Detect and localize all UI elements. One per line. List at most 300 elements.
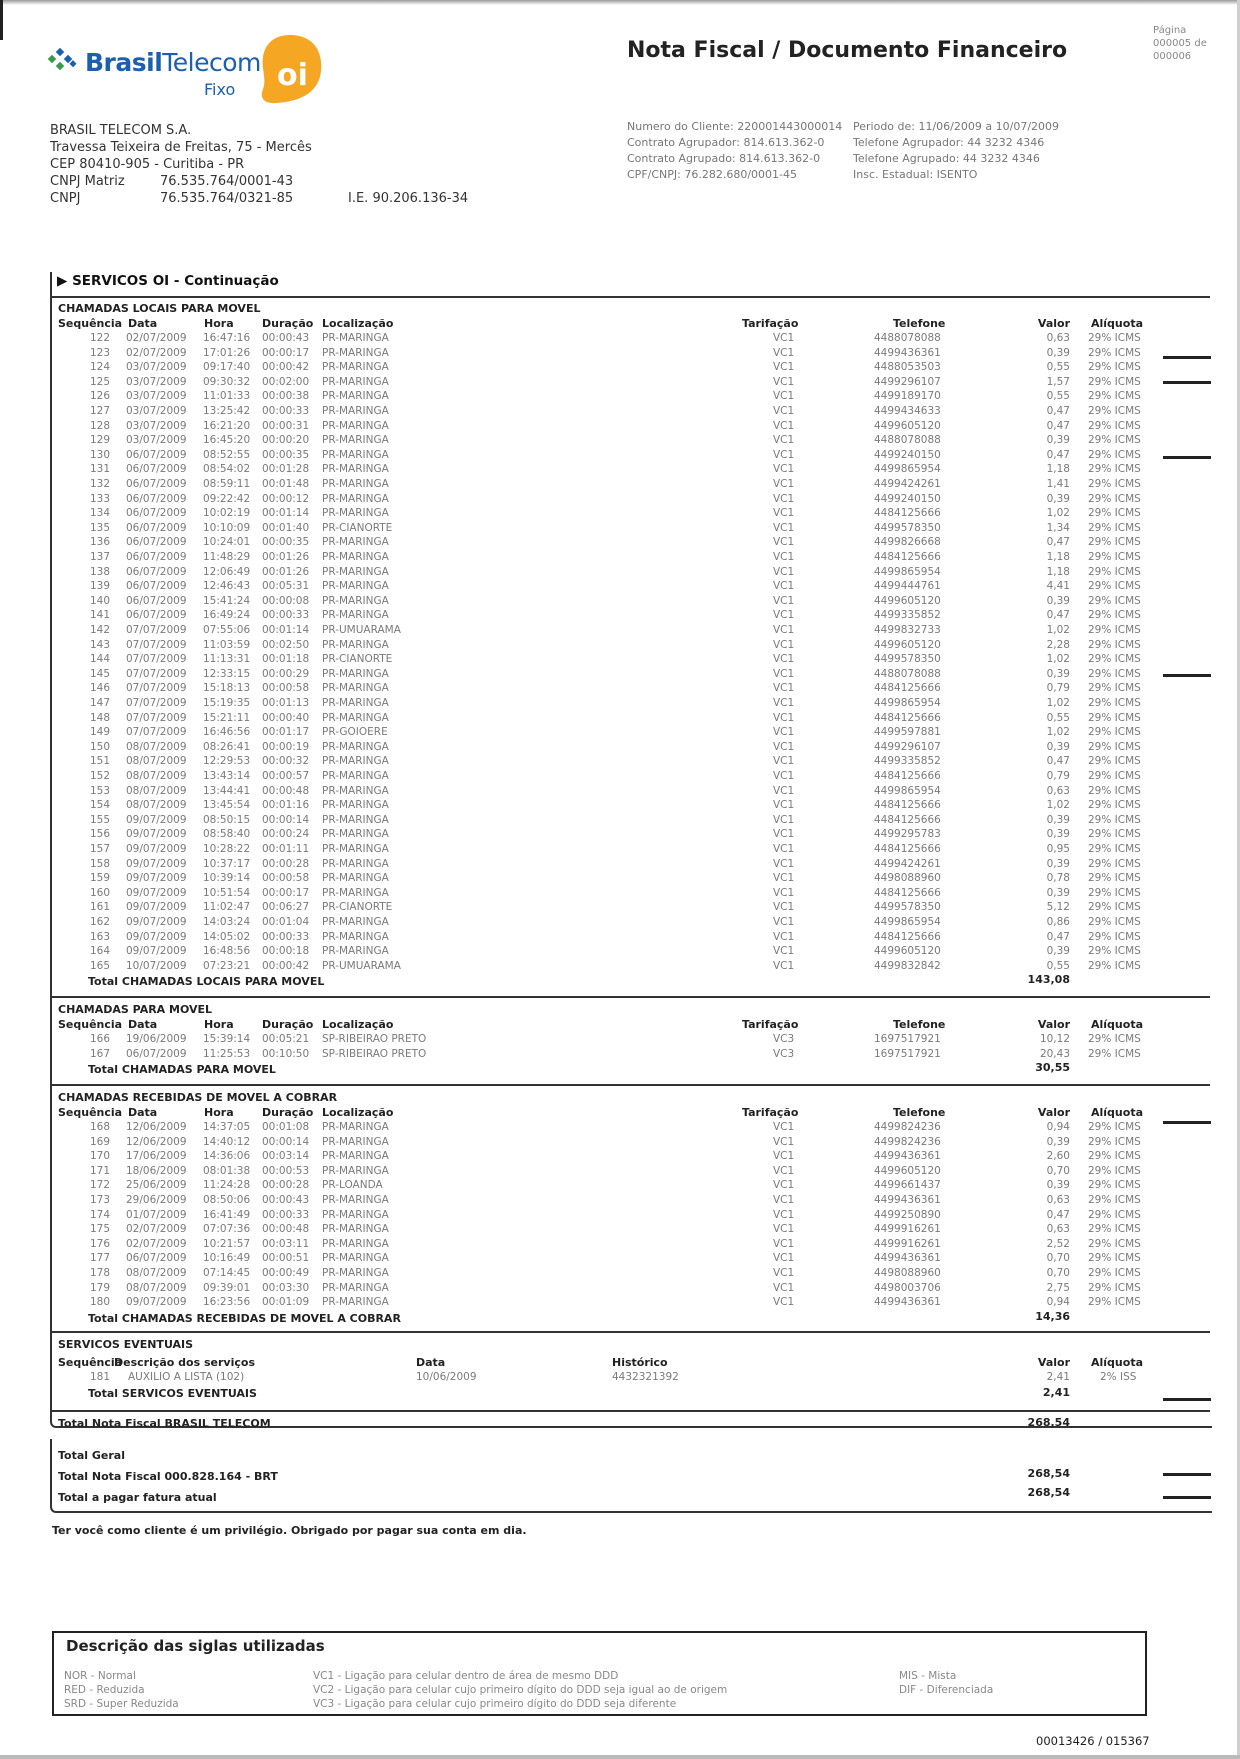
client-info-right [853,119,1059,183]
cell-localizacao: PR-MARINGA [322,463,389,476]
cell-localizacao: PR-MARINGA [322,1208,389,1221]
cell-seq: 178 [89,1267,110,1279]
company-info [50,122,469,207]
col-header-valor: Valor [1037,317,1070,330]
col-header-telefone: Telefone [893,1106,946,1119]
cell-valor: 1,18 [1046,551,1070,563]
cell-data: 06/07/2009 [126,551,187,563]
cell-aliquota: 29% ICMS [1088,1121,1141,1133]
cell-valor: 0,47 [1046,448,1070,461]
cell-telefone: 4499824236 [874,1121,941,1133]
cell-hora: 16:45:20 [203,434,251,447]
cell-tarifacao: VC1 [773,916,795,928]
page-current: 000005 de [1153,38,1207,49]
cell-tarifacao: VC1 [773,463,795,476]
cell-aliquota: 29% ICMS [1088,1281,1141,1294]
cell-hora: 10:39:14 [203,872,251,885]
cell-seq: 177 [89,1252,110,1265]
cell-duracao: 00:00:14 [262,813,310,826]
cell-seq: 146 [89,682,110,695]
cell-aliquota: 29% ICMS [1088,536,1141,549]
cell-aliquota: 29% ICMS [1088,799,1141,812]
table-row [0,960,1240,975]
cell-aliquota: 29% ICMS [1088,1208,1141,1221]
cell-localizacao: PR-MARINGA [322,594,389,607]
cell-valor: 0,86 [1046,916,1070,928]
cell-localizacao: PR-MARINGA [322,332,389,344]
cell-telefone: 4499335852 [874,755,941,768]
cell-tarifacao: VC1 [773,711,795,724]
cell-seq: 175 [89,1223,110,1236]
cell-telefone: 4499434633 [874,405,941,417]
cell-data: 09/07/2009 [126,901,187,914]
cell-tarifacao: VC1 [773,813,795,826]
scan-margin-mark [1163,1473,1211,1476]
client-number: Numero do Cliente: 220001443000014 [627,120,843,133]
table-row [0,668,1240,683]
cell-hora: 10:10:09 [203,521,251,534]
table-row [0,741,1240,756]
cell-aliquota: 29% ICMS [1088,463,1141,476]
cell-telefone: 4499605120 [874,638,941,651]
cell-hora: 08:50:15 [203,813,251,826]
table-row [0,653,1240,668]
cell-tarifacao: VC1 [773,1135,795,1148]
cell-telefone: 4488078088 [874,434,941,447]
cell-localizacao: PR-MARINGA [322,346,389,359]
cell-seq: 155 [89,813,110,826]
table-row [0,536,1240,551]
cell-valor: 2,75 [1046,1281,1070,1294]
cell-historico: 4432321392 [612,1371,679,1383]
cell-valor: 2,41 [1046,1371,1070,1383]
cell-aliquota: 29% ICMS [1088,419,1141,432]
cell-hora: 08:26:41 [203,740,251,753]
legend-item: MIS - Mista [899,1670,957,1682]
cell-localizacao: PR-MARINGA [322,551,389,563]
cell-localizacao: PR-MARINGA [322,697,389,709]
cell-tarifacao: VC1 [773,346,795,359]
cell-valor: 0,55 [1046,390,1070,403]
cell-valor: 1,41 [1046,478,1070,490]
legend-item: VC1 - Ligação para celular dentro de área de mesmo DDD [313,1670,619,1682]
col-header-data: Data [128,317,158,330]
cell-seq: 137 [89,551,110,563]
cell-telefone: 4499296107 [874,375,941,388]
cell-tarifacao: VC1 [773,857,795,870]
cell-seq: 176 [89,1237,110,1250]
total-nota-fiscal-label: Total Nota Fiscal BRASIL TELECOM [58,1417,271,1430]
cell-aliquota: 29% ICMS [1088,916,1141,928]
table-row [0,420,1240,435]
cell-valor: 4,41 [1046,580,1070,593]
client-cpf-cnpj: CPF/CNPJ: 76.282.680/0001-45 [627,168,797,181]
cell-aliquota: 29% ICMS [1088,1047,1141,1060]
table-row [0,712,1240,727]
cell-hora: 11:24:28 [203,1179,251,1192]
cell-aliquota: 29% ICMS [1088,580,1141,593]
cell-data: 08/07/2009 [126,740,187,753]
cell-aliquota: 29% ICMS [1088,697,1141,709]
table-row [0,887,1240,902]
cell-duracao: 00:01:04 [262,916,310,928]
cell-seq: 136 [89,536,110,549]
cell-data: 12/06/2009 [126,1135,187,1148]
table-row [0,901,1240,916]
cell-seq: 159 [89,872,110,885]
cell-seq: 131 [89,463,110,476]
brand-subtitle: Fixo [204,80,236,99]
cell-valor: 1,02 [1046,507,1070,520]
cell-seq: 160 [89,886,110,899]
cell-aliquota: 29% ICMS [1088,478,1141,490]
cell-hora: 09:17:40 [203,361,251,374]
cell-localizacao: PR-MARINGA [322,711,389,724]
cell-tarifacao: VC1 [773,959,795,972]
cell-telefone: 4499865954 [874,784,941,797]
cell-localizacao: PR-MARINGA [322,857,389,870]
cell-duracao: 00:00:48 [262,784,310,797]
cell-seq: 157 [89,843,110,855]
cell-localizacao: PR-MARINGA [322,361,389,374]
cell-duracao: 00:01:17 [262,726,310,739]
cell-tarifacao: VC1 [773,448,795,461]
cell-valor: 0,47 [1046,405,1070,417]
table-row [0,858,1240,873]
cell-telefone: 4499189170 [874,390,941,403]
cell-valor: 0,39 [1046,1179,1070,1192]
table-row [0,697,1240,712]
cell-telefone: 4488078088 [874,667,941,680]
total-eventuais-value: 2,41 [1042,1386,1070,1399]
cell-aliquota: 29% ICMS [1088,332,1141,344]
cell-hora: 08:59:11 [203,478,251,490]
cell-telefone: 4499436361 [874,1150,941,1163]
cell-duracao: 00:00:08 [262,594,310,607]
cell-aliquota: 29% ICMS [1088,1135,1141,1148]
total-geral-label: Total Geral [58,1449,125,1462]
cell-tarifacao: VC1 [773,1237,795,1250]
cell-hora: 08:54:02 [203,463,251,476]
cell-tarifacao: VC1 [773,419,795,432]
cell-duracao: 00:00:28 [262,857,310,870]
cell-tarifacao: VC1 [773,624,795,636]
cell-tarifacao: VC1 [773,901,795,914]
cell-seq: 135 [89,521,110,534]
cell-hora: 07:14:45 [203,1267,251,1279]
cell-hora: 09:39:01 [203,1281,251,1294]
cell-tarifacao: VC1 [773,1267,795,1279]
cell-localizacao: PR-MARINGA [322,565,389,578]
cell-data: 17/06/2009 [126,1150,187,1163]
col-header-tarifacao: Tarifação [742,1106,799,1119]
table-row [0,1033,1240,1048]
cell-seq: 133 [89,492,110,505]
cell-telefone: 4499335852 [874,609,941,622]
cell-valor: 0,94 [1046,1296,1070,1309]
cell-valor: 0,79 [1046,682,1070,695]
cell-aliquota: 29% ICMS [1088,1164,1141,1177]
table-row [0,624,1240,639]
cell-duracao: 00:01:14 [262,507,310,520]
cell-aliquota: 29% ICMS [1088,375,1141,388]
company-address: Travessa Teixeira de Freitas, 75 - Mercês [50,140,312,155]
col-header-tarifacao: Tarifação [742,317,799,330]
cell-telefone: 1697517921 [874,1033,941,1045]
cell-telefone: 4498003706 [874,1281,941,1294]
legend-item: SRD - Super Reduzida [64,1698,179,1710]
table-row [0,1296,1240,1311]
cell-valor: 0,39 [1046,813,1070,826]
table-row [0,1179,1240,1194]
cell-localizacao: PR-MARINGA [322,536,389,549]
cell-hora: 12:46:43 [203,580,251,593]
col-header-seq: Sequência [58,1106,123,1119]
cell-data: 06/07/2009 [126,594,187,607]
cell-seq: 149 [89,726,110,739]
cell-telefone: 4484125666 [874,711,941,724]
cell-hora: 15:39:14 [203,1033,251,1045]
cell-hora: 11:13:31 [203,653,251,666]
cell-data: 07/07/2009 [126,667,187,680]
total-a-pagar-label: Total a pagar fatura atual [58,1491,217,1504]
cell-data: 10/07/2009 [126,959,187,972]
cell-localizacao: PR-MARINGA [322,813,389,826]
cell-aliquota: 29% ICMS [1088,609,1141,622]
cell-tarifacao: VC1 [773,551,795,563]
cell-aliquota: 29% ICMS [1088,594,1141,607]
cell-localizacao: PR-CIANORTE [322,653,393,666]
thank-you-message: Ter você como cliente é um privilégio. Obrigado por pagar sua conta em dia. [52,1524,527,1537]
cell-valor: 2,28 [1046,638,1070,651]
cell-data: 07/07/2009 [126,638,187,651]
cell-tarifacao: VC1 [773,507,795,520]
cell-duracao: 00:00:12 [262,492,310,505]
cell-hora: 10:37:17 [203,857,251,870]
cell-duracao: 00:06:27 [262,901,310,914]
cell-data: 03/07/2009 [126,375,187,388]
cell-tarifacao: VC1 [773,405,795,417]
cell-aliquota: 29% ICMS [1088,346,1141,359]
table-row [0,1238,1240,1253]
cell-hora: 16:49:24 [203,609,251,622]
table-row [0,332,1240,347]
telefone-agrupado: Telefone Agrupado: 44 3232 4346 [853,152,1040,165]
siglas-legend [52,1631,1147,1716]
cell-data: 06/07/2009 [126,478,187,490]
cell-localizacao: PR-MARINGA [322,580,389,593]
cell-valor: 5,12 [1046,901,1070,914]
cell-valor: 0,63 [1046,332,1070,344]
table-row [0,814,1240,829]
cell-hora: 11:03:59 [203,638,251,651]
table-row [0,770,1240,785]
cell-localizacao: PR-LOANDA [322,1179,383,1192]
cell-valor: 0,70 [1046,1267,1070,1279]
cell-seq: 170 [89,1150,110,1163]
cell-valor: 0,95 [1046,843,1070,855]
cell-aliquota: 29% ICMS [1088,405,1141,417]
cell-telefone: 4484125666 [874,507,941,520]
cell-duracao: 00:00:17 [262,886,310,899]
table-row [0,799,1240,814]
cell-aliquota: 29% ICMS [1088,784,1141,797]
col-header-tarifacao: Tarifação [742,1018,799,1031]
cell-localizacao: PR-MARINGA [322,375,389,388]
section-title-eventuais: SERVICOS EVENTUAIS [58,1338,194,1351]
cell-hora: 16:21:20 [203,419,251,432]
cell-tarifacao: VC1 [773,390,795,403]
cell-duracao: 00:00:40 [262,711,310,724]
col-header-data: Data [128,1106,158,1119]
cell-tarifacao: VC1 [773,1281,795,1294]
cell-data: 09/07/2009 [126,930,187,943]
cell-telefone: 4499597881 [874,726,941,739]
cell-aliquota: 2% ISS [1100,1371,1137,1383]
cell-seq: 166 [89,1033,110,1045]
cell-data: 08/07/2009 [126,755,187,768]
cell-data: 06/07/2009 [126,565,187,578]
cell-seq: 167 [89,1047,110,1060]
cell-duracao: 00:00:20 [262,434,310,447]
cell-duracao: 00:00:48 [262,1223,310,1236]
cell-hora: 11:01:33 [203,390,251,403]
divider [52,1084,1210,1086]
cell-tarifacao: VC1 [773,872,795,885]
cell-hora: 10:21:57 [203,1237,251,1250]
table-row [0,1371,1240,1386]
cell-aliquota: 29% ICMS [1088,1296,1141,1309]
cell-telefone: 4499436361 [874,1296,941,1309]
cell-localizacao: SP-RIBEIRAO PRETO [322,1047,427,1060]
cell-seq: 126 [89,390,110,403]
cell-localizacao: PR-MARINGA [322,434,389,447]
table-row [0,478,1240,493]
cell-aliquota: 29% ICMS [1088,843,1141,855]
cell-hora: 12:33:15 [203,667,251,680]
divider [52,1410,1210,1412]
cell-aliquota: 29% ICMS [1088,434,1141,447]
cell-hora: 10:02:19 [203,507,251,520]
cell-duracao: 00:00:32 [262,755,310,768]
cell-data: 25/06/2009 [126,1179,187,1192]
cell-valor: 0,63 [1046,784,1070,797]
cell-telefone: 4499240150 [874,448,941,461]
inscricao-estadual-client: Insc. Estadual: ISENTO [853,168,978,181]
cell-data: 06/07/2009 [126,463,187,476]
cell-tarifacao: VC1 [773,1223,795,1236]
cell-data: 29/06/2009 [126,1194,187,1206]
cell-data: 06/07/2009 [126,1252,187,1265]
col-header-valor: Valor [1037,1018,1070,1031]
cell-hora: 17:01:26 [203,346,251,359]
cnpj-matriz-value: 76.535.764/0001-43 [160,174,294,189]
cell-duracao: 00:00:17 [262,346,310,359]
col-header-seq: Sequência [58,1356,123,1369]
cell-localizacao: PR-MARINGA [322,492,389,505]
cell-seq: 139 [89,580,110,593]
total-movel-value: 30,55 [1035,1061,1070,1075]
cell-localizacao: PR-MARINGA [322,872,389,885]
table-row [0,551,1240,566]
cell-localizacao: PR-MARINGA [322,843,389,855]
table-row [0,463,1240,478]
cell-tarifacao: VC1 [773,930,795,943]
cell-seq: 163 [89,930,110,943]
cell-data: 03/07/2009 [126,419,187,432]
cell-data: 18/06/2009 [126,1164,187,1177]
cell-aliquota: 29% ICMS [1088,711,1141,724]
table-row [0,609,1240,624]
cell-localizacao: PR-MARINGA [322,799,389,812]
scan-margin-mark [1163,674,1211,677]
scan-bottom-edge [0,1755,1240,1759]
cell-valor: 1,02 [1046,624,1070,636]
cell-hora: 12:29:53 [203,755,251,768]
cell-localizacao: PR-MARINGA [322,740,389,753]
cell-localizacao: PR-UMUARAMA [322,959,401,972]
cell-seq: 123 [89,346,110,359]
cell-telefone: 4498088960 [874,1267,941,1279]
cell-aliquota: 29% ICMS [1088,1223,1141,1236]
scan-margin-mark [1163,456,1211,459]
cell-duracao: 00:01:18 [262,653,310,666]
cell-telefone: 4499916261 [874,1237,941,1250]
scan-margin-mark [1163,356,1211,359]
cell-duracao: 00:00:42 [262,959,310,972]
cell-tarifacao: VC1 [773,697,795,709]
cell-data: 09/07/2009 [126,886,187,899]
cell-aliquota: 29% ICMS [1088,653,1141,666]
cell-localizacao: PR-CIANORTE [322,901,393,914]
cell-data: 01/07/2009 [126,1208,187,1221]
cell-localizacao: PR-MARINGA [322,507,389,520]
cell-data: 10/06/2009 [416,1371,477,1383]
cell-seq: 129 [89,434,110,447]
cell-valor: 0,70 [1046,1164,1070,1177]
cell-duracao: 00:00:49 [262,1267,310,1279]
cell-duracao: 00:00:57 [262,770,310,782]
table-row [0,405,1240,420]
col-header-duracao: Duração [262,1018,314,1031]
col-header-localizacao: Localização [322,1018,394,1031]
cell-aliquota: 29% ICMS [1088,521,1141,534]
cell-hora: 13:43:14 [203,770,251,782]
cell-data: 09/07/2009 [126,1296,187,1309]
cell-seq: 145 [89,667,110,680]
cell-seq: 127 [89,405,110,417]
cell-seq: 147 [89,697,110,709]
cell-telefone: 4499865954 [874,697,941,709]
scan-margin-mark [1163,1496,1211,1499]
cell-telefone: 4499832733 [874,624,941,636]
cell-seq: 138 [89,565,110,578]
cell-aliquota: 29% ICMS [1088,901,1141,914]
cell-hora: 09:22:42 [203,492,251,505]
cell-hora: 07:23:21 [203,959,251,972]
cell-tarifacao: VC1 [773,1121,795,1133]
cell-valor: 0,39 [1046,857,1070,870]
cell-telefone: 4499436361 [874,1252,941,1265]
cell-localizacao: PR-MARINGA [322,609,389,622]
total-cobrar-value: 14,36 [1035,1309,1070,1323]
cell-telefone: 4499436361 [874,346,941,359]
cell-aliquota: 29% ICMS [1088,1237,1141,1250]
cell-hora: 13:25:42 [203,405,251,417]
cell-data: 06/07/2009 [126,1047,187,1060]
cell-aliquota: 29% ICMS [1088,682,1141,695]
cell-valor: 1,02 [1046,726,1070,739]
